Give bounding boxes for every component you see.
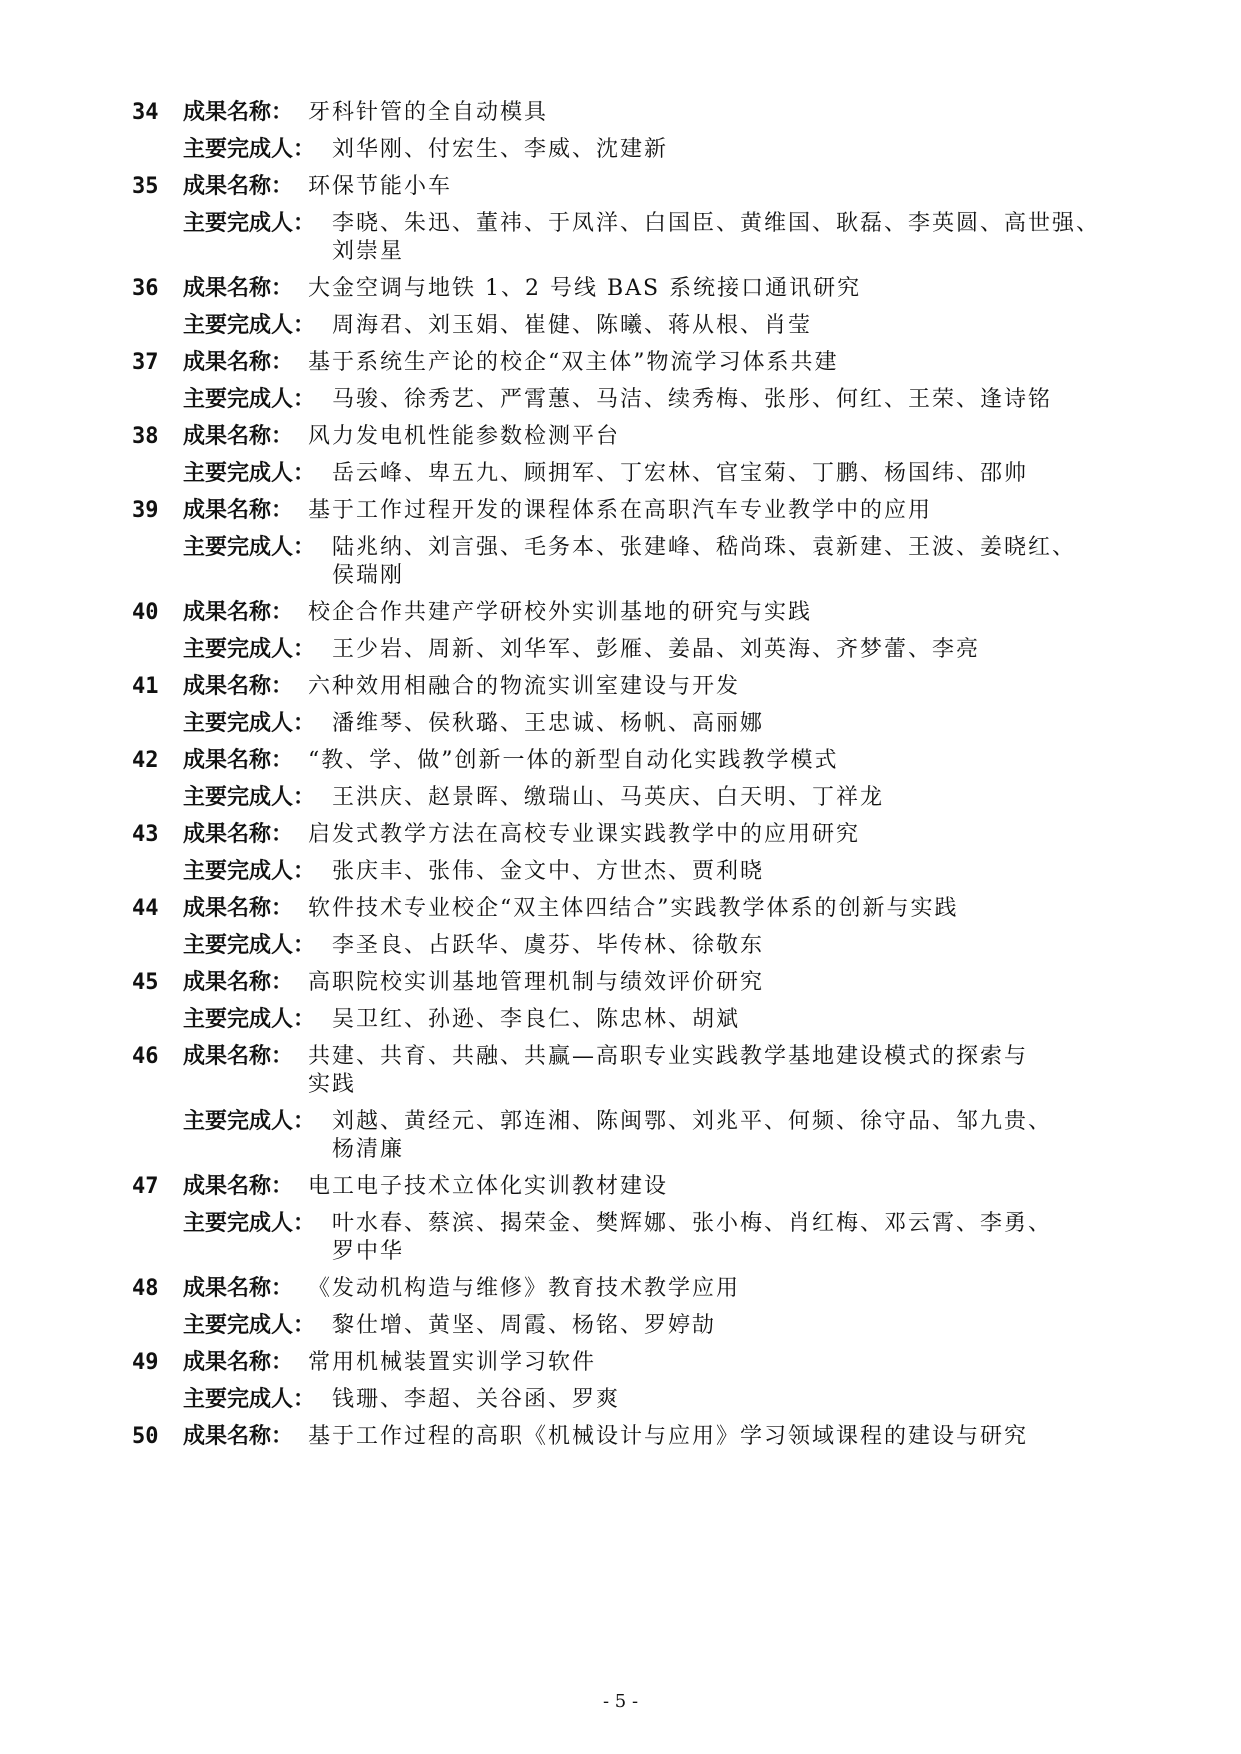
entry-people-row (0, 204, 1241, 244)
entry-number: 37 (132, 350, 159, 375)
people-label: 主要完成人： (183, 933, 316, 958)
entry-people: 张庆丰、张伟、金文中、方世杰、贾利晓 (332, 859, 765, 884)
entry-title: 电工电子技术立体化实训教材建设 (308, 1174, 669, 1199)
entry-title: 《发动机构造与维修》教育技术教学应用 (308, 1276, 741, 1301)
title-label: 成果名称： (183, 174, 294, 199)
entry-people: 陆兆纳、刘言强、毛务本、张建峰、嵇尚珠、袁新建、王波、姜晓红、 (332, 535, 1077, 560)
people-label: 主要完成人： (183, 1313, 316, 1338)
entry-people: 李圣良、占跃华、虞芬、毕传林、徐敬东 (332, 933, 765, 958)
title-label: 成果名称： (183, 276, 294, 301)
people-label: 主要完成人： (183, 1109, 316, 1134)
entry-title-row (0, 667, 1241, 707)
title-label: 成果名称： (183, 498, 294, 523)
entry-title: 基于系统生产论的校企“双主体”物流学习体系共建 (308, 350, 839, 375)
entry-people-row (0, 380, 1241, 420)
entry-title-row (0, 963, 1241, 1003)
entry-title: 校企合作共建产学研校外实训基地的研究与实践 (308, 600, 813, 625)
entry-title-row (0, 269, 1241, 309)
people-label: 主要完成人： (183, 1211, 316, 1236)
entry-people-row (0, 454, 1241, 494)
entry-title-row (0, 93, 1241, 133)
entry-title: “教、学、做”创新一体的新型自动化实践教学模式 (308, 748, 839, 773)
people-label: 主要完成人： (183, 785, 316, 810)
entry-number: 41 (132, 674, 159, 699)
title-label: 成果名称： (183, 822, 294, 847)
title-label: 成果名称： (183, 600, 294, 625)
entry-title-row (0, 1269, 1241, 1309)
entry-title-row (0, 343, 1241, 383)
entry-people: 刘越、黄经元、郭连湘、陈闽鄂、刘兆平、何频、徐守品、邹九贵、 (332, 1109, 1053, 1134)
title-label: 成果名称： (183, 350, 294, 375)
entry-people: 李晓、朱迅、董祎、于凤洋、白国臣、黄维国、耿磊、李英圆、高世强、 (332, 211, 1101, 236)
entry-people: 潘维琴、侯秋璐、王忠诚、杨帆、高丽娜 (332, 711, 765, 736)
title-label: 成果名称： (183, 748, 294, 773)
entry-title: 大金空调与地铁 1、2 号线 BAS 系统接口通讯研究 (308, 276, 862, 301)
title-label: 成果名称： (183, 100, 294, 125)
entry-title-continued: 实践 (308, 1072, 357, 1097)
entry-people-row (0, 1380, 1241, 1420)
entry-people: 刘华刚、付宏生、李威、沈建新 (332, 137, 669, 162)
people-label: 主要完成人： (183, 1007, 316, 1032)
entry-number: 42 (132, 748, 159, 773)
entry-people: 周海君、刘玉娟、崔健、陈曦、蒋从根、肖莹 (332, 313, 813, 338)
entry-title: 启发式教学方法在高校专业课实践教学中的应用研究 (308, 822, 861, 847)
title-label: 成果名称： (183, 1174, 294, 1199)
entry-people: 马骏、徐秀艺、严霄蕙、马洁、续秀梅、张彤、何红、王荣、逢诗铭 (332, 387, 1053, 412)
title-label: 成果名称： (183, 1424, 294, 1449)
people-label: 主要完成人： (183, 535, 316, 560)
entry-number: 36 (132, 276, 159, 301)
entry-people-continued: 侯瑞刚 (332, 563, 405, 588)
people-label: 主要完成人： (183, 387, 316, 412)
people-label: 主要完成人： (183, 211, 316, 236)
entry-title-row (0, 889, 1241, 929)
entry-title-row (0, 417, 1241, 457)
entry-title: 软件技术专业校企“双主体四结合”实践教学体系的创新与实践 (308, 896, 959, 921)
people-label: 主要完成人： (183, 711, 316, 736)
entry-people-row (0, 852, 1241, 892)
title-label: 成果名称： (183, 1350, 294, 1375)
entry-number: 39 (132, 498, 159, 523)
entry-number: 40 (132, 600, 159, 625)
entry-number: 49 (132, 1350, 159, 1375)
entry-title-row (0, 741, 1241, 781)
people-label: 主要完成人： (183, 137, 316, 162)
entry-title-row (0, 1037, 1241, 1077)
entry-people: 钱珊、李超、关谷函、罗爽 (332, 1387, 621, 1412)
entry-people-row (0, 528, 1241, 568)
people-label: 主要完成人： (183, 637, 316, 662)
entry-title-row (0, 491, 1241, 531)
entry-people: 王少岩、周新、刘华军、彭雁、姜晶、刘英海、齐梦蕾、李亮 (332, 637, 981, 662)
entry-number: 46 (132, 1044, 159, 1069)
entry-title-row (0, 1417, 1241, 1457)
people-label: 主要完成人： (183, 461, 316, 486)
entry-title: 共建、共育、共融、共赢—高职专业实践教学基地建设模式的探索与 (308, 1044, 1029, 1069)
entry-title: 六种效用相融合的物流实训室建设与开发 (308, 674, 741, 699)
entry-title: 基于工作过程的高职《机械设计与应用》学习领域课程的建设与研究 (308, 1424, 1029, 1449)
entry-title: 环保节能小车 (308, 174, 453, 199)
title-label: 成果名称： (183, 1276, 294, 1301)
entry-people-row (0, 926, 1241, 966)
entry-title-row (0, 815, 1241, 855)
entry-title: 常用机械装置实训学习软件 (308, 1350, 597, 1375)
title-label: 成果名称： (183, 896, 294, 921)
entry-number: 34 (132, 100, 159, 125)
entry-people-row (0, 630, 1241, 670)
people-label: 主要完成人： (183, 313, 316, 338)
entry-number: 48 (132, 1276, 159, 1301)
entry-number: 45 (132, 970, 159, 995)
entry-people-continued: 刘崇星 (332, 239, 405, 264)
entry-title: 高职院校实训基地管理机制与绩效评价研究 (308, 970, 765, 995)
entry-number: 44 (132, 896, 159, 921)
people-label: 主要完成人： (183, 1387, 316, 1412)
entry-people: 岳云峰、卑五九、顾拥军、丁宏林、官宝菊、丁鹏、杨国纬、邵帅 (332, 461, 1029, 486)
entry-people-row (0, 778, 1241, 818)
entry-title: 风力发电机性能参数检测平台 (308, 424, 621, 449)
entry-people-row (0, 1204, 1241, 1244)
entry-people-row (0, 1000, 1241, 1040)
entry-title: 牙科针管的全自动模具 (308, 100, 549, 125)
entry-people-continued: 罗中华 (332, 1239, 405, 1264)
entry-number: 43 (132, 822, 159, 847)
entry-people: 王洪庆、赵景晖、缴瑞山、马英庆、白天明、丁祥龙 (332, 785, 885, 810)
entry-people-row (0, 704, 1241, 744)
entry-number: 35 (132, 174, 159, 199)
title-label: 成果名称： (183, 674, 294, 699)
entry-title-row (0, 167, 1241, 207)
entry-title-row (0, 593, 1241, 633)
entry-title: 基于工作过程开发的课程体系在高职汽车专业教学中的应用 (308, 498, 933, 523)
entry-people: 叶水春、蔡滨、揭荣金、樊辉娜、张小梅、肖红梅、邓云霄、李勇、 (332, 1211, 1053, 1236)
entry-people-row (0, 130, 1241, 170)
entry-number: 38 (132, 424, 159, 449)
entry-title-row (0, 1167, 1241, 1207)
entry-title-row (0, 1343, 1241, 1383)
entry-people-continued: 杨清廉 (332, 1137, 405, 1162)
entry-people: 吴卫红、孙逊、李良仁、陈忠林、胡斌 (332, 1007, 741, 1032)
title-label: 成果名称： (183, 424, 294, 449)
entry-number: 50 (132, 1424, 159, 1449)
entry-number: 47 (132, 1174, 159, 1199)
people-label: 主要完成人： (183, 859, 316, 884)
entry-people-row (0, 306, 1241, 346)
page-number: - 5 - (602, 1691, 639, 1712)
entry-people-row (0, 1102, 1241, 1142)
title-label: 成果名称： (183, 1044, 294, 1069)
title-label: 成果名称： (183, 970, 294, 995)
entry-people-row (0, 1306, 1241, 1346)
entry-people: 黎仕增、黄坚、周霞、杨铭、罗婷劼 (332, 1313, 717, 1338)
